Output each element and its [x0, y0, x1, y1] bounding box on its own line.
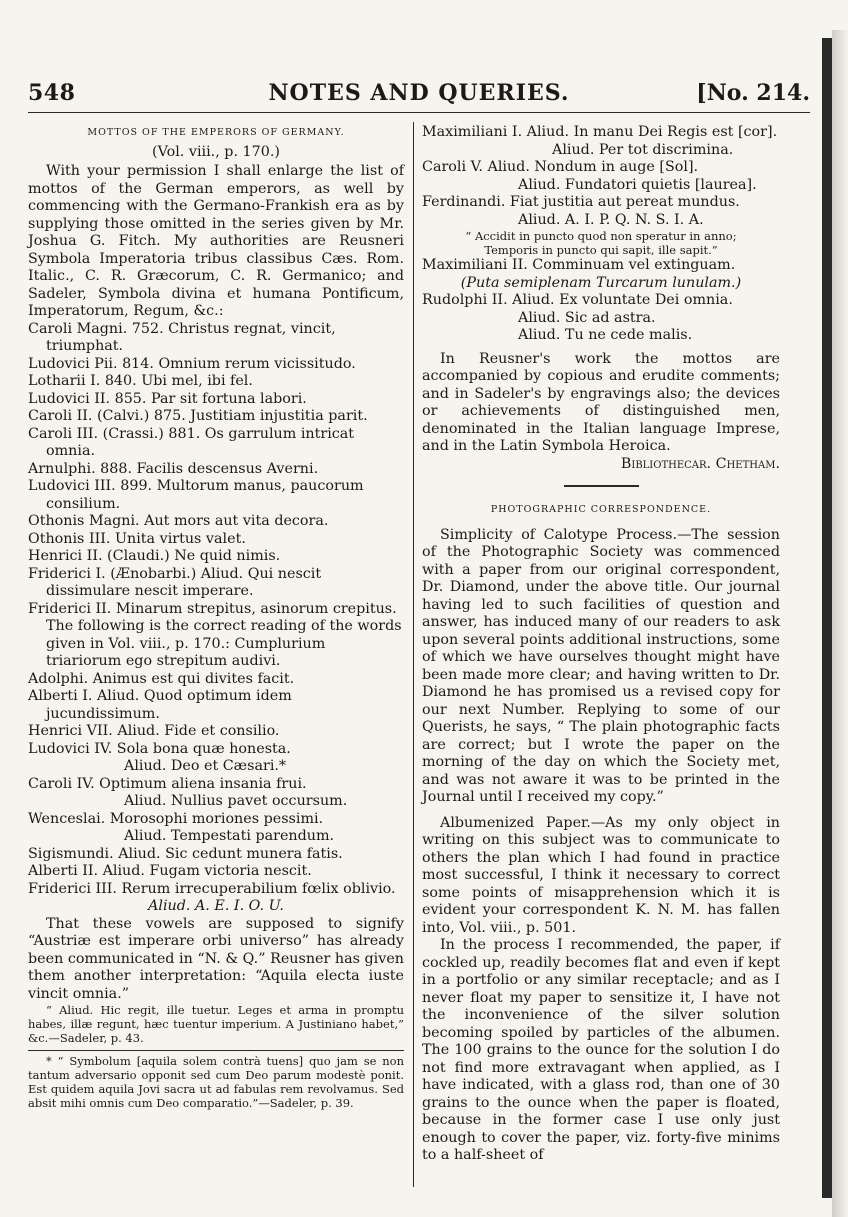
journal-title: NOTES AND QUERIES. [268, 80, 570, 106]
calotype-paragraph: Simplicity of Calotype Process.—The session of the Photographic Society was commenced with a paper from our original correspondent, Dr. Diamond, under the above title. Our journal having led to such facilities of question and answer, has induced many of our readers to ask upon several points additional instructions, some of which we have ourselves thought might have been made more clear; and having written to Dr. Diamond he has promised us a revised copy for our next Number. Replying to some of our Querists, he says, “ The plain photographic facts are correct; but I wrote the paper on the morning of the day on which the Society met, and was not aware it was to be printed in the Journal until I received my copy.” [422, 526, 780, 805]
verse-line: “ Accidit in puncto quod non speratur in anno; [465, 229, 737, 243]
mottos-reference: (Vol. viii., p. 170.) [152, 143, 280, 160]
motto-line: Arnulphi. 888. Facilis descensus Averni. [28, 460, 319, 477]
signature: Bibliothecar. Chetham. [620, 455, 780, 472]
motto-line: Friderici II. Minarum strepitus, asinorum crepitus. [28, 600, 397, 617]
motto-line: Caroli V. Aliud. Nondum in auge [Sol]. [422, 159, 699, 175]
mottos-intro: With your permission I shall enlarge the list of mottos of the German emperors, as well by commencing with the Germano-Frankish era as by supplying those omitted in the series given by Mr. Joshua G. Fitch. My authorities are Reusneri Symbola Imperatoria tribus classibus Cæs. Rom. Italic., C. R. Græcorum, C. R. Germanico; and Sadeler, Symbola divina et humana Pontificum, Imperatorum, Regum, &c.: [28, 163, 404, 319]
motto-line: Henrici II. (Claudi.) Ne quid nimis. [28, 548, 281, 564]
motto-aliud-line: Aliud. Sic ad astra. [518, 309, 656, 326]
motto-aliud-line: Aliud. A. I. P. Q. N. S. I. A. [518, 211, 704, 228]
section-divider [564, 485, 639, 487]
motto-line: Alberti I. Aliud. Quod optimum idem jucundissimum. [28, 688, 292, 722]
motto-line: Ferdinandi. Fiat justitia aut pereat mundus. [422, 194, 740, 210]
motto-line: Friderici III. Rerum irrecuperabilium fœlix oblivio. [28, 880, 396, 897]
motto-line: Sigismundi. Aliud. Sic cedunt munera fatis. [28, 845, 343, 862]
right-column [422, 124, 780, 1165]
left-column [28, 124, 404, 1110]
motto-aliud-line: Aliud. Deo et Cæsari.* [124, 758, 287, 774]
spacer [422, 807, 780, 815]
binding-edge [822, 38, 832, 1198]
verse-line: Temporis in puncto qui sapit, ille sapit.” [484, 243, 718, 257]
header-rule [28, 112, 810, 113]
motto-aliud-line: Aliud. Fundatori quietis [laurea]. [518, 176, 757, 193]
mottos-heading: MOTTOS OF THE EMPERORS OF GERMANY. [87, 127, 345, 138]
motto-gloss: (Puta semiplenam Turcarum lunulam.) [460, 274, 742, 291]
motto-aliud-line: Aliud. Nullius pavet occursum. [124, 793, 348, 809]
sadeler-quote: “ Aliud. Hic regit, ille tuetur. Leges et arma in promptu habes, illæ regunt, hæc tuentur imperium. A Justiniano habet,” &c.—Sadeler, p. 43. [28, 1003, 404, 1045]
page-number: 548 [28, 80, 76, 106]
motto-line: Caroli IV. Optimum aliena insania frui. [28, 775, 307, 792]
motto-aliud-line: Aliud. Tempestati parendum. [124, 828, 335, 844]
page-header [28, 80, 810, 116]
photo-heading: PHOTOGRAPHIC CORRESPONDENCE. [490, 504, 712, 515]
motto-line: Ludovici Pii. 814. Omnium rerum vicissitudo. [28, 355, 356, 372]
motto-aliud-line: Aliud. A. E. I. O. U. [148, 898, 284, 914]
motto-line: Ludovici III. 899. Multorum manus, paucorum consilium. [28, 478, 364, 512]
albumen-paragraph: Albumenized Paper.—As my only object in writing on this subject was to communicate to others the plan which I had found in practice most successful, I think it necessary to correct some points of misapprehension which it is evident your correspondent K. N. M. has fallen into, Vol. viii., p. 501. [422, 814, 780, 936]
motto-line: Maximiliani I. Aliud. In manu Dei Regis est [cor]. [422, 124, 778, 140]
page-edge-shadow [832, 30, 848, 1217]
vowels-paragraph: That these vowels are supposed to signify “Austriæ est imperare orbi universo” has already been communicated in “N. & Q.” Reusner has given them another interpretation: “Aquila electa iuste vincit omnia.” [28, 915, 404, 1002]
motto-aliud-line: Aliud. Per tot discrimina. [552, 141, 734, 158]
motto-aliud-line: Aliud. Tu ne cede malis. [518, 327, 693, 343]
motto-correction-note: The following is the correct reading of the words given in Vol. viii., p. 170.: Cumplurium triariorum ego strepitum audivi. [46, 618, 402, 669]
motto-line: Caroli III. (Crassi.) 881. Os garrulum intricat omnia. [28, 425, 355, 459]
footnote-rule [28, 1050, 404, 1051]
motto-line: Adolphi. Animus est qui divites facit. [28, 670, 295, 687]
motto-line: Ludovici II. 855. Par sit fortuna labori. [28, 390, 307, 407]
motto-line: Alberti II. Aliud. Fugam victoria nescit. [28, 863, 312, 879]
process-paragraph: In the process I recommended, the paper, if cockled up, readily becomes flat and even if kept in a portfolio or any similar receptacle; and as I never float my paper to sensitize it, I have not the inconvenience of the silver solution becoming spoiled by particles of the albumen. The 100 grains to the ounce for the solution I do not find more extravagant when applied, as I have indicated, with a glass rod, than one of 30 grains to the ounce when the paper is floated, because in the former case I use only just enough to cover the paper, viz. forty-five minims to a half-sheet of [422, 937, 780, 1163]
motto-line: Ludovici IV. Sola bona quæ honesta. [28, 740, 291, 757]
motto-line: Lotharii I. 840. Ubi mel, ibi fel. [28, 373, 253, 389]
motto-line: Caroli II. (Calvi.) 875. Justitiam injustitia parit. [28, 408, 368, 424]
reusner-paragraph: In Reusner's work the mottos are accompanied by copious and erudite comments; and in Sadeler's by engravings also; the devices or achievements of distinguished men, denominated in the Italian language Imprese, and in the Latin Symbola Heroica. [422, 350, 780, 454]
motto-line: Maximiliani II. Comminuam vel extinguam. [422, 257, 736, 273]
motto-line: Caroli Magni. 752. Christus regnat, vincit, triumphat. [28, 320, 336, 354]
motto-line: Othonis III. Unita virtus valet. [28, 530, 246, 547]
issue-number: [No. 214. [696, 80, 810, 106]
footnote: * “ Symbolum [aquila solem contrà tuens] quo jam se non tantum adversario opponit sed cum Deo parum modestè ponit. Est quidem aquila Jovi sacra ut ad fabulas rem revolvamus. Sed absit mihi omnis cum Deo comparatio.”—Sadeler, p. 39. [28, 1054, 404, 1110]
motto-line: Rudolphi II. Aliud. Ex voluntate Dei omnia. [422, 292, 733, 308]
motto-line: Henrici VII. Aliud. Fide et consilio. [28, 723, 280, 739]
motto-line: Othonis Magni. Aut mors aut vita decora. [28, 513, 329, 529]
motto-line: Wenceslai. Morosophi moriones pessimi. [28, 810, 324, 827]
column-divider [413, 122, 414, 1187]
motto-line: Friderici I. (Ænobarbi.) Aliud. Qui nescit dissimulare nescit imperare. [28, 565, 322, 599]
